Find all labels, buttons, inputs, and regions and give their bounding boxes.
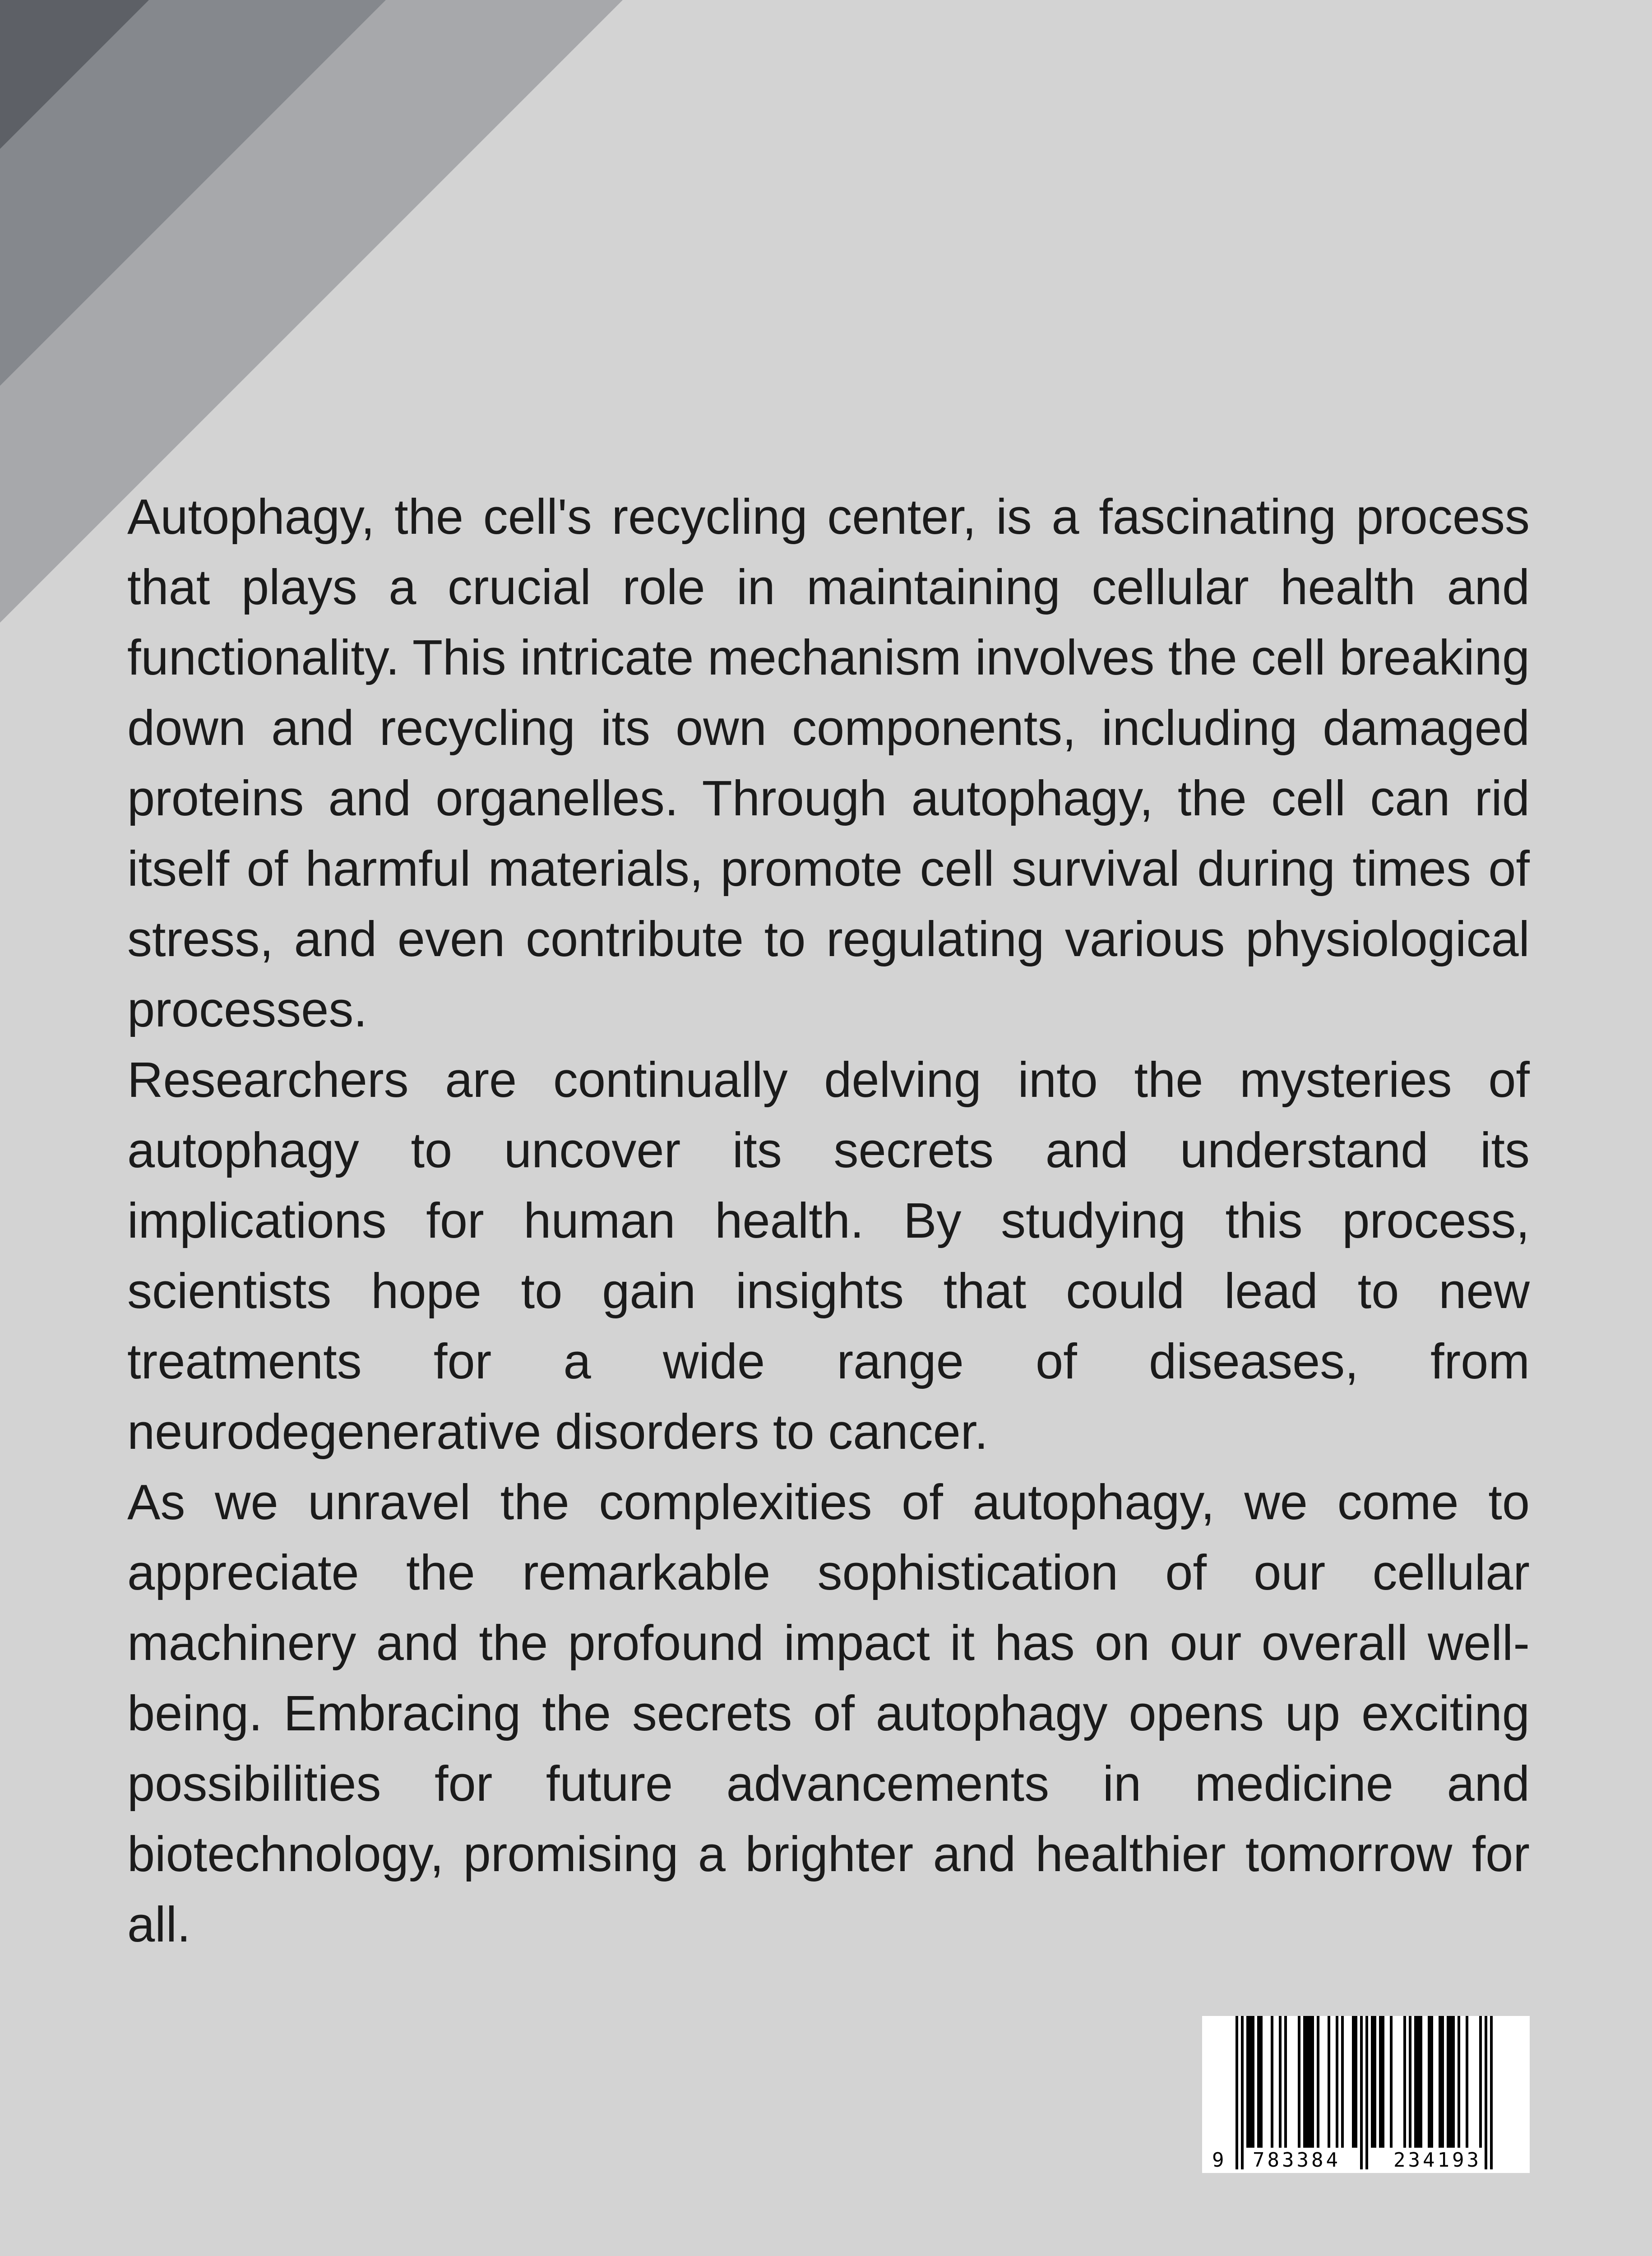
barcode-bar xyxy=(1249,2016,1252,2148)
barcode-bar xyxy=(1365,2016,1368,2169)
barcode-bar xyxy=(1336,2016,1338,2148)
barcode-bar xyxy=(1485,2016,1487,2169)
barcode-bar xyxy=(1417,2016,1420,2148)
barcode-bar xyxy=(1458,2016,1460,2148)
barcode-bar xyxy=(1279,2016,1282,2148)
barcode-bar xyxy=(1317,2016,1319,2148)
barcode-bar xyxy=(1328,2016,1330,2148)
barcode-bar xyxy=(1252,2016,1254,2148)
barcode-bar xyxy=(1360,2016,1363,2169)
barcode-right-digits: 234193 xyxy=(1393,2149,1481,2172)
barcode-bar xyxy=(1420,2016,1422,2148)
barcode-bar xyxy=(1352,2016,1355,2148)
barcode-bar xyxy=(1355,2016,1357,2148)
barcode-bar xyxy=(1246,2016,1249,2148)
barcode-bar xyxy=(1414,2016,1417,2148)
isbn-barcode xyxy=(1202,2016,1530,2173)
barcode-bar xyxy=(1303,2016,1306,2148)
barcode-lead-digit: 9 xyxy=(1212,2149,1227,2172)
barcode-bar xyxy=(1441,2016,1444,2148)
barcode-bar xyxy=(1311,2016,1314,2148)
barcode-bar xyxy=(1257,2016,1260,2148)
blurb-paragraph-1: Autophagy, the cell's recycling center, is a fascinating process that plays a crucial role in maintaining cellular health and functionality. This intricate mechanism involves the cell breaking down and recycling its own components, including damaged proteins and organelles. Through autophagy, the cell can rid itself of harmful materials, promote cell survival during times of stress, and even contribute to regulating various physiological processes. xyxy=(127,489,1530,1037)
barcode-bar xyxy=(1271,2016,1273,2148)
barcode-left-digits: 783384 xyxy=(1253,2149,1341,2172)
barcode-bar xyxy=(1439,2016,1441,2148)
blurb-paragraph-3: As we unravel the complexities of autophagy, we come to appreciate the remarkable sophistication of our cellular machinery and the profound impact it has on our overall well-being. Embracing the secrets of autophagy opens up exciting possibilities for future advancements in medicine and biotechnology, promising a brighter and healthier tomorrow for all. xyxy=(127,1475,1530,1952)
barcode-bar xyxy=(1447,2016,1449,2148)
blurb-paragraph-2: Researchers are continually delving into the mysteries of autophagy to uncover its secrets and understand its implications for human health. By studying this process, scientists hope to gain insights that could lead to new treatments for a wide range of diseases, from neurodegenerative disorders to cancer. xyxy=(127,1052,1530,1460)
barcode-bar xyxy=(1479,2016,1482,2148)
barcode-bar xyxy=(1452,2016,1455,2148)
barcode-bar xyxy=(1306,2016,1309,2148)
barcode-bar xyxy=(1236,2016,1238,2169)
barcode-bar xyxy=(1390,2016,1393,2148)
barcode-bar xyxy=(1430,2016,1433,2148)
barcode-bar xyxy=(1382,2016,1384,2148)
back-cover-blurb xyxy=(127,482,1530,1960)
barcode-bar xyxy=(1341,2016,1344,2148)
barcode-bar xyxy=(1428,2016,1430,2148)
barcode-bar xyxy=(1403,2016,1406,2148)
barcode-bar xyxy=(1449,2016,1452,2148)
barcode-bar xyxy=(1490,2016,1493,2169)
barcode-bar xyxy=(1241,2016,1244,2169)
barcode-bar xyxy=(1260,2016,1263,2148)
barcode-bar xyxy=(1466,2016,1468,2148)
barcode-bar xyxy=(1374,2016,1376,2148)
barcode-bar xyxy=(1309,2016,1311,2148)
barcode-bar xyxy=(1409,2016,1411,2148)
barcode-bar xyxy=(1379,2016,1382,2148)
barcode-bar xyxy=(1284,2016,1287,2148)
barcode-bar xyxy=(1298,2016,1300,2148)
barcode-bar xyxy=(1371,2016,1374,2148)
